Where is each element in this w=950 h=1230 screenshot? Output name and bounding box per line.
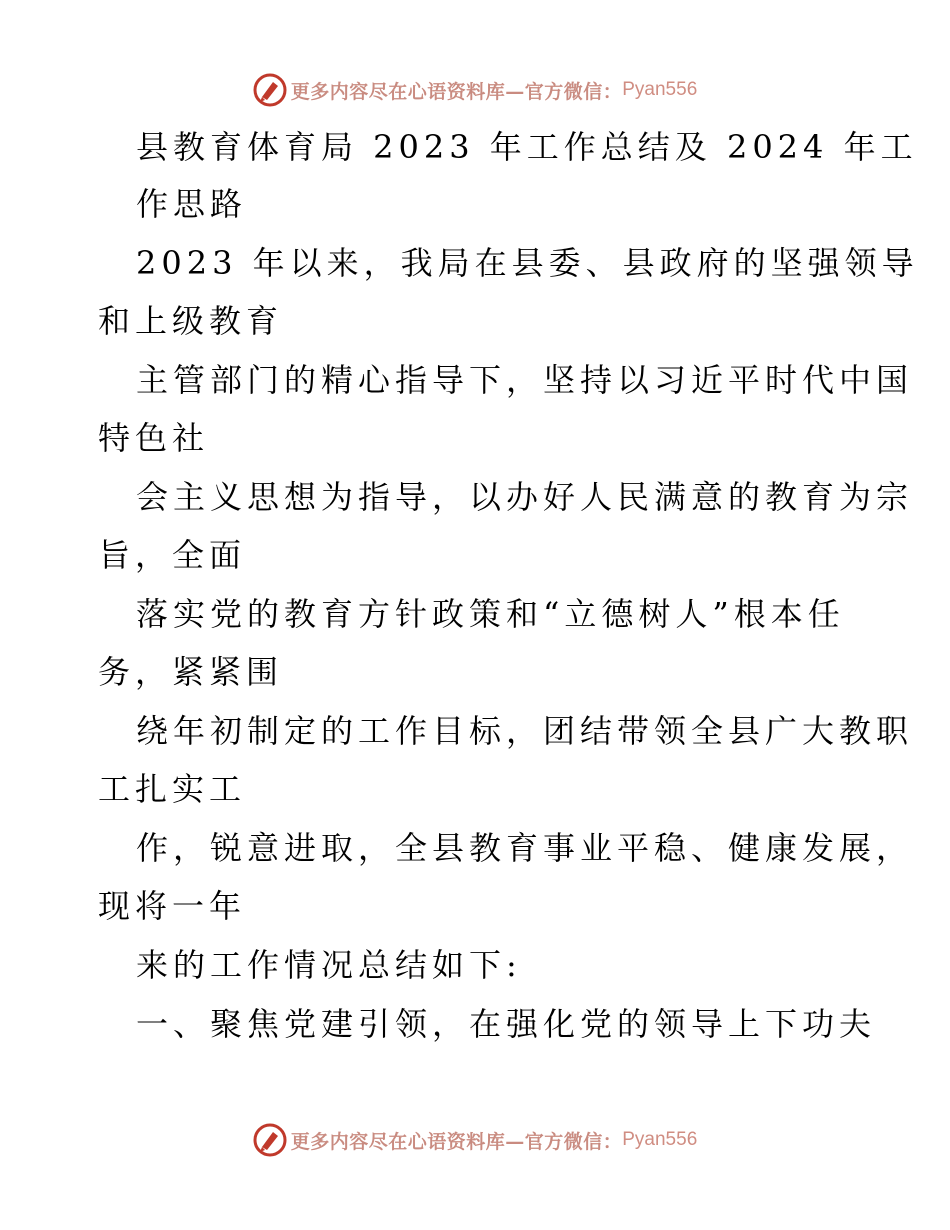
watermark-wechat-id: Pyan556: [622, 1129, 698, 1150]
body-line: 一、聚焦党建引领，在强化党的领导上下功夫: [136, 1005, 877, 1043]
doc-title-line-2: 作思路: [136, 185, 248, 223]
footer-watermark: [0, 1120, 950, 1160]
pen-seal-logo-icon: [253, 1123, 287, 1157]
body-line: 务，紧紧围: [98, 653, 284, 691]
body-line: 绕年初制定的工作目标，团结带领全县广大教职: [136, 712, 914, 750]
body-line: 特色社: [98, 419, 210, 457]
watermark-text: 更多内容尽在心语资料库—官方微信：: [290, 80, 623, 103]
watermark-text: 更多内容尽在心语资料库—官方微信：: [290, 1130, 623, 1153]
body-line: 会主义思想为指导，以办好人民满意的教育为宗: [136, 478, 914, 516]
body-line: 2023 年以来，我局在县委、县政府的坚强领导: [136, 244, 919, 282]
body-line: 主管部门的精心指导下，坚持以习近平时代中国: [136, 361, 914, 399]
body-line: 和上级教育: [98, 302, 284, 340]
body-line: 旨，全面: [98, 536, 247, 574]
body-line: 落实党的教育方针政策和“立德树人”根本任: [136, 595, 845, 633]
body-line: 工扎实工: [98, 770, 247, 808]
doc-title-line-1: 县教育体育局 2023 年工作总结及 2024 年工: [136, 128, 918, 166]
body-line: 作，锐意进取，全县教育事业平稳、健康发展，: [136, 829, 914, 867]
body-line: 现将一年: [98, 887, 247, 925]
watermark-wechat-id: Pyan556: [622, 79, 698, 100]
body-line: 来的工作情况总结如下:: [136, 946, 522, 984]
